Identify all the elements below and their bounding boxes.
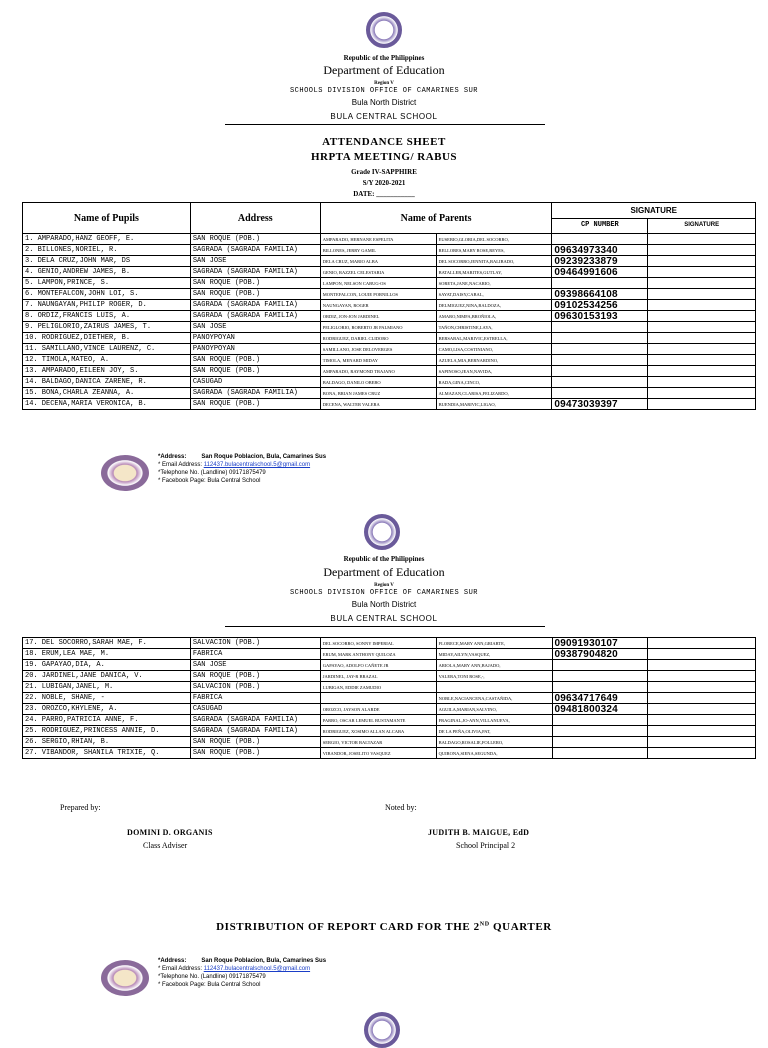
table-row xyxy=(23,300,756,311)
cp-number-cell: 09464991606 xyxy=(552,267,648,278)
col-header-signature: SIGNATURE xyxy=(552,203,756,219)
address-cell: SAGRADA (SAGRADA FAMILIA) xyxy=(190,726,320,737)
mother-name-cell: MIDAY,AILYN,VASQUEZ, xyxy=(436,649,552,660)
cp-number-cell xyxy=(552,344,648,355)
deped-seal-icon xyxy=(366,12,402,48)
col-header-parents: Name of Parents xyxy=(320,203,552,234)
republic-text: Republic of the Philippines xyxy=(343,54,425,62)
father-name-cell: NAUNGAYAN, ROGER xyxy=(320,300,436,311)
division-text: SCHOOLS DIVISION OFFICE OF CAMARINES SUR xyxy=(289,87,479,95)
footer-facebook-2: * Facebook Page: Bula Central School xyxy=(158,982,261,988)
pupil-name-cell: 24. PARRO,PATRICIA ANNE, F. xyxy=(23,715,191,726)
footer-email-link-2[interactable]: 112437.bulacentralschool.5@gmail.com xyxy=(203,966,311,972)
table-row xyxy=(23,267,756,278)
mother-name-cell: BALDAGO,ROSALIE,FOLLERO, xyxy=(436,737,552,748)
mother-name-cell: AZUELA,MIA,BERNARDINO, xyxy=(436,355,552,366)
table-row xyxy=(23,649,756,660)
cp-number-cell: 09634717649 xyxy=(552,693,648,704)
signature-cell xyxy=(648,682,756,693)
footer-contact-2 xyxy=(158,957,326,989)
mother-name-cell: VALERA,TONI ROSE,-, xyxy=(436,671,552,682)
cp-number-cell: 09239233879 xyxy=(552,256,648,267)
address-cell: SAN JOSE xyxy=(190,322,320,333)
attendance-table-page1 xyxy=(22,202,756,410)
address-cell: SAN JOSE xyxy=(190,256,320,267)
signature-cell xyxy=(648,234,756,245)
prepared-by-label: Prepared by: xyxy=(60,803,101,812)
school-name: BULA CENTRAL SCHOOL xyxy=(330,112,438,121)
mother-name-cell: BATALLER,MARITES,GUTLAY, xyxy=(436,267,552,278)
father-name-cell xyxy=(320,693,436,704)
attendance-table-page2 xyxy=(22,637,756,759)
signature-cell xyxy=(648,322,756,333)
signature-cell xyxy=(648,638,756,649)
mother-name-cell: SAYAT,DAISY,CABAL, xyxy=(436,289,552,300)
mother-name-cell: CAMO,LISA,COSTINIANO, xyxy=(436,344,552,355)
address-cell: SAN ROQUE (POB.) xyxy=(190,234,320,245)
principal-name: JUDITH B. MAIGUE, EdD xyxy=(428,828,530,837)
date-field: DATE: ___________ xyxy=(353,190,415,198)
mother-name-cell: EUSEBIO,GLORIA,DEL SOCORRO, xyxy=(436,234,552,245)
pupil-name-cell: 6. MONTEFALCON,JOHN LOI, S. xyxy=(23,289,191,300)
col-header-address: Address xyxy=(190,203,320,234)
table-row xyxy=(23,344,756,355)
table-row xyxy=(23,366,756,377)
table-row xyxy=(23,704,756,715)
mother-name-cell: DELMIGUEZ,NINA,BALDOZA, xyxy=(436,300,552,311)
region-text-2: Region V xyxy=(374,583,394,588)
table-row xyxy=(23,289,756,300)
address-cell: SALVACION (POB.) xyxy=(190,638,320,649)
pupil-name-cell: 5. LAMPON,PRINCE, S. xyxy=(23,278,191,289)
cp-number-cell: 09091930107 xyxy=(552,638,648,649)
table-row xyxy=(23,682,756,693)
address-cell: SAN ROQUE (POB.) xyxy=(190,737,320,748)
address-cell: SAGRADA (SAGRADA FAMILIA) xyxy=(190,245,320,256)
father-name-cell: OROZCO, JAYSON ALARDE xyxy=(320,704,436,715)
father-name-cell: JARDINEL, JAY-R BRAZAL xyxy=(320,671,436,682)
signature-cell xyxy=(648,344,756,355)
school-logo-icon xyxy=(101,455,149,491)
district-text-2: Bula North District xyxy=(351,600,417,609)
mother-name-cell: FLORECE,MARY ANN,GRIARTE, xyxy=(436,638,552,649)
pupil-name-cell: 9. PELIGLORIO,ZAIRUS JAMES, T. xyxy=(23,322,191,333)
district-text: Bula North District xyxy=(351,98,417,107)
mother-name-cell: RADA,GINA,CINCO, xyxy=(436,377,552,388)
table-body-page1 xyxy=(23,234,756,410)
footer-address-value-2: San Roque Poblacion, Bula, Camarines Sus xyxy=(201,958,327,964)
address-cell: SAGRADA (SAGRADA FAMILIA) xyxy=(190,715,320,726)
address-cell: SAGRADA (SAGRADA FAMILIA) xyxy=(190,300,320,311)
table-row xyxy=(23,322,756,333)
school-logo-icon-2 xyxy=(101,960,149,996)
footer-email-link[interactable]: 112437.bulacentralschool.5@gmail.com xyxy=(203,462,311,468)
signature-cell xyxy=(648,267,756,278)
mother-name-cell: RELLORES,MARY ROSE,REYES, xyxy=(436,245,552,256)
mother-name-cell: BUENDIA,MARIVIC,LIGAO, xyxy=(436,399,552,410)
footer-email-label-2: * Email Address: xyxy=(158,966,203,972)
address-cell: FABRICA xyxy=(190,649,320,660)
address-cell: SAGRADA (SAGRADA FAMILIA) xyxy=(190,388,320,399)
signature-cell xyxy=(648,366,756,377)
father-name-cell: ORDIZ, JON-JON JARDINEL xyxy=(320,311,436,322)
department-title: Department of Education xyxy=(323,63,445,77)
pupil-name-cell: 14. DECENA,MARIA VERONICA, B. xyxy=(23,399,191,410)
address-cell: SAN ROQUE (POB.) xyxy=(190,748,320,759)
address-cell: SAN JOSE xyxy=(190,660,320,671)
father-name-cell: TIMOLA, MENARD MIDAY xyxy=(320,355,436,366)
sheet-title: ATTENDANCE SHEET xyxy=(322,136,446,148)
table-row xyxy=(23,377,756,388)
pupil-name-cell: 18. ERUM,LEA MAE, M. xyxy=(23,649,191,660)
signature-cell xyxy=(648,649,756,660)
table-row xyxy=(23,748,756,759)
father-name-cell: GENIO, RAZZEL CELESTARIA xyxy=(320,267,436,278)
footer-address-label: *Address: xyxy=(158,454,187,460)
mother-name-cell: AGUILA,MARIAN,SALVINO, xyxy=(436,704,552,715)
pupil-name-cell: 21. LUBIGAN,JANEL, M. xyxy=(23,682,191,693)
cp-number-cell: 09102534256 xyxy=(552,300,648,311)
signature-cell xyxy=(648,737,756,748)
table-row xyxy=(23,311,756,322)
col-header-name: Name of Pupils xyxy=(23,203,191,234)
cp-number-cell xyxy=(552,660,648,671)
division-text-2: SCHOOLS DIVISION OFFICE OF CAMARINES SUR xyxy=(289,589,479,597)
signature-cell xyxy=(648,399,756,410)
pupil-name-cell: 10. RODRIGUEZ,DIETHER, B. xyxy=(23,333,191,344)
mother-name-cell: ALMAZAN,CLARISA,FELIZARDO, xyxy=(436,388,552,399)
signature-cell xyxy=(648,377,756,388)
footer-phone-2: *Telephone No. (Landline) 09171875479 xyxy=(158,974,266,980)
pupil-name-cell: 15. BONA,CHARLA ZEANNA, A. xyxy=(23,388,191,399)
father-name-cell: RODRIGUEZ, XOSIMO ALLAN ALCABA xyxy=(320,726,436,737)
department-title-2: Department of Education xyxy=(323,565,445,579)
signature-cell xyxy=(648,388,756,399)
sheet-subtitle: HRPTA MEETING/ RABUS xyxy=(310,151,458,163)
pupil-name-cell: 3. DELA CRUZ,JOHN MAR, DS xyxy=(23,256,191,267)
signature-cell xyxy=(648,355,756,366)
address-cell: PANOYPOYAN xyxy=(190,333,320,344)
cp-number-cell xyxy=(552,333,648,344)
pupil-name-cell: 17. DEL SOCORRO,SARAH MAE, F. xyxy=(23,638,191,649)
address-cell: SAGRADA (SAGRADA FAMILIA) xyxy=(190,311,320,322)
pupil-name-cell: 23. OROZCO,KHYLENE, A. xyxy=(23,704,191,715)
table-row xyxy=(23,388,756,399)
cp-number-cell xyxy=(552,355,648,366)
pupil-name-cell: 14. BALDAGO,DANICA ZARENE, R. xyxy=(23,377,191,388)
father-name-cell: DECENA, WALTER VALERA xyxy=(320,399,436,410)
signature-cell xyxy=(648,671,756,682)
noted-by-label: Noted by: xyxy=(385,803,417,812)
school-name-2: BULA CENTRAL SCHOOL xyxy=(330,614,438,623)
region-text: Region V xyxy=(374,81,394,86)
signature-cell xyxy=(648,693,756,704)
signature-cell xyxy=(648,715,756,726)
deped-seal-icon-3 xyxy=(364,1012,400,1048)
table-row xyxy=(23,660,756,671)
footer-address-value: San Roque Poblacion, Bula, Camarines Sus xyxy=(201,454,327,460)
col-header-cp-number: CP NUMBER xyxy=(552,218,648,234)
pupil-name-cell: 25. RODRIGUEZ,PRINCESS ANNIE, D. xyxy=(23,726,191,737)
cp-number-cell xyxy=(552,737,648,748)
footer-contact-1 xyxy=(158,453,326,485)
cp-number-cell xyxy=(552,322,648,333)
cp-number-cell xyxy=(552,388,648,399)
mother-name-cell: NOBLE,NACIANCENA,CASTAÑIDA, xyxy=(436,693,552,704)
signature-cell xyxy=(648,278,756,289)
address-cell: CASUGAD xyxy=(190,704,320,715)
distribution-title xyxy=(0,921,768,933)
signature-cell xyxy=(648,256,756,267)
deped-seal-icon-2 xyxy=(364,514,400,550)
pupil-name-cell: 8. ORDIZ,FRANCIS LUIS, A. xyxy=(23,311,191,322)
mother-name-cell xyxy=(436,682,552,693)
table-row xyxy=(23,399,756,410)
father-name-cell: BALDAGO, DANILO OBEBO xyxy=(320,377,436,388)
pupil-name-cell: 13. AMPARADO,EILEEN JOY, S. xyxy=(23,366,191,377)
pupil-name-cell: 4. GENIO,ANDREW JAMES, B. xyxy=(23,267,191,278)
father-name-cell: GAPAYAO, ADOLFO CAÑETE JR xyxy=(320,660,436,671)
mother-name-cell: SAPINOSO,JEAN,NAVIDA, xyxy=(436,366,552,377)
address-cell: SAN ROQUE (POB.) xyxy=(190,671,320,682)
grade-text: Grade IV-SAPPHIRE xyxy=(351,168,417,176)
father-name-cell: RODRIGUEZ, DARIEL CLIDORO xyxy=(320,333,436,344)
table-row xyxy=(23,671,756,682)
table-row xyxy=(23,715,756,726)
signature-cell xyxy=(648,748,756,759)
mother-name-cell: QUIRONA,SIENA,SEGUNDA, xyxy=(436,748,552,759)
school-year-text: S/Y 2020-2021 xyxy=(362,179,406,187)
signature-cell xyxy=(648,704,756,715)
pupil-name-cell: 1. AMPARADO,HANZ GEOFF, E. xyxy=(23,234,191,245)
principal-title: School Principal 2 xyxy=(456,841,516,850)
cp-number-cell xyxy=(552,726,648,737)
father-name-cell: DELA CRUZ, MARIO ALBA xyxy=(320,256,436,267)
father-name-cell: DEL SOCORRO, SONNY IMPERIAL xyxy=(320,638,436,649)
footer-phone: *Telephone No. (Landline) 09171875479 xyxy=(158,470,266,476)
cp-number-cell xyxy=(552,671,648,682)
cp-number-cell xyxy=(552,377,648,388)
pupil-name-cell: 27. VIBANDOR, SHANILA TRIXIE, Q. xyxy=(23,748,191,759)
address-cell: SAN ROQUE (POB.) xyxy=(190,399,320,410)
distribution-title-sup: ND xyxy=(479,921,490,928)
footer-address-label-2: *Address: xyxy=(158,958,187,964)
mother-name-cell: TAÑON,CHRISTINE,LAYA, xyxy=(436,322,552,333)
pupil-name-cell: 20. JARDINEL,JANE DANICA, V. xyxy=(23,671,191,682)
father-name-cell: PARRO, OSCAR LEMUEL BUSTAMANTE xyxy=(320,715,436,726)
adviser-name: DOMINI D. ORGANIS xyxy=(127,828,213,837)
footer-email-label: * Email Address: xyxy=(158,462,203,468)
table-row xyxy=(23,693,756,704)
pupil-name-cell: 26. SERGIO,RHIAN, B. xyxy=(23,737,191,748)
table-row xyxy=(23,234,756,245)
table-row xyxy=(23,278,756,289)
signature-cell xyxy=(648,245,756,256)
pupil-name-cell: 22. NOBLE, SHANE, - xyxy=(23,693,191,704)
republic-text-2: Republic of the Philippines xyxy=(343,555,425,563)
father-name-cell: MONTEFALCON, LOUIE PORNILLOS xyxy=(320,289,436,300)
pupil-name-cell: 19. GAPAYAO,DIA, A. xyxy=(23,660,191,671)
address-cell: SAGRADA (SAGRADA FAMILIA) xyxy=(190,267,320,278)
mother-name-cell: DEL SOCORRO,JENNITA,BALIBADO, xyxy=(436,256,552,267)
father-name-cell: LUBIGAN, EDDIE ZAMUDIO xyxy=(320,682,436,693)
father-name-cell: PELIGLORIO, ROBERTO JR PALMIANO xyxy=(320,322,436,333)
father-name-cell: VIBANDOR, JOSELITO VASQUEZ xyxy=(320,748,436,759)
father-name-cell: BONA, BRIAN JAMES CRUZ xyxy=(320,388,436,399)
footer-facebook: * Facebook Page: Bula Central School xyxy=(158,478,261,484)
signature-cell xyxy=(648,660,756,671)
cp-number-cell: 09473039397 xyxy=(552,399,648,410)
address-cell: SAN ROQUE (POB.) xyxy=(190,355,320,366)
mother-name-cell: DE LA PEÑA,OLIVIA,PAT, xyxy=(436,726,552,737)
father-name-cell: LAMPON, NELSON CABUG-OS xyxy=(320,278,436,289)
table-row xyxy=(23,256,756,267)
signature-cell xyxy=(648,726,756,737)
address-cell: SAN ROQUE (POB.) xyxy=(190,366,320,377)
table-body-page2 xyxy=(23,638,756,759)
cp-number-cell: 09630153193 xyxy=(552,311,648,322)
cp-number-cell: 09387904820 xyxy=(552,649,648,660)
address-cell: CASUGAD xyxy=(190,377,320,388)
table-row xyxy=(23,726,756,737)
mother-name-cell: ARIOLA,MARY ANN,BAJADO, xyxy=(436,660,552,671)
cp-number-cell xyxy=(552,366,648,377)
pupil-name-cell: 7. NAUNGAYAN,PHILIP ROGER, D. xyxy=(23,300,191,311)
adviser-title: Class Adviser xyxy=(143,841,188,850)
father-name-cell: BILLONES, JERRY GAMIL xyxy=(320,245,436,256)
signature-cell xyxy=(648,300,756,311)
father-name-cell: SERGIO, VICTOR BALTAZAR xyxy=(320,737,436,748)
table-row xyxy=(23,355,756,366)
address-cell: SAN ROQUE (POB.) xyxy=(190,278,320,289)
table-row xyxy=(23,333,756,344)
table-row xyxy=(23,638,756,649)
cp-number-cell: 09398664108 xyxy=(552,289,648,300)
cp-number-cell xyxy=(552,234,648,245)
distribution-title-main: DISTRIBUTION OF REPORT CARD FOR THE 2 xyxy=(216,921,480,933)
address-cell: SAN ROQUE (POB.) xyxy=(190,289,320,300)
cp-number-cell xyxy=(552,715,648,726)
father-name-cell: SAMILLANO, JOSE DELOVERGES xyxy=(320,344,436,355)
pupil-name-cell: 12. TIMOLA,MATEO, A. xyxy=(23,355,191,366)
cp-number-cell: 09481800324 xyxy=(552,704,648,715)
father-name-cell: AMPARADO, RAYMOND TRAJANO xyxy=(320,366,436,377)
mother-name-cell: AMARO,NIMFA,BROÑIOLA, xyxy=(436,311,552,322)
father-name-cell: ERUM, MARK ANTHONY QUILOZA xyxy=(320,649,436,660)
pupil-name-cell: 11. SAMILLANO,VINCE LAURENZ, C. xyxy=(23,344,191,355)
mother-name-cell: FRAGINAL,JO-ANN,VILLANUEVA, xyxy=(436,715,552,726)
cp-number-cell xyxy=(552,682,648,693)
signature-cell xyxy=(648,333,756,344)
address-cell: FABRICA xyxy=(190,693,320,704)
mother-name-cell: SORETA,JANE,NACARIO, xyxy=(436,278,552,289)
distribution-title-end: QUARTER xyxy=(489,921,552,933)
address-cell: SALVACION (POB.) xyxy=(190,682,320,693)
table-row xyxy=(23,737,756,748)
address-cell: PANOYPOYAN xyxy=(190,344,320,355)
table-row xyxy=(23,245,756,256)
header-divider xyxy=(225,124,545,125)
cp-number-cell xyxy=(552,748,648,759)
mother-name-cell: BERSABAL,MARIVIC,ESTRELLA, xyxy=(436,333,552,344)
father-name-cell: AMPARADO, HERNANE ESPELITA xyxy=(320,234,436,245)
cp-number-cell: 09634973340 xyxy=(552,245,648,256)
signature-cell xyxy=(648,311,756,322)
col-header-signature-sub: SIGNATURE xyxy=(648,218,756,234)
cp-number-cell xyxy=(552,278,648,289)
header-divider-2 xyxy=(225,626,545,627)
signature-cell xyxy=(648,289,756,300)
pupil-name-cell: 2. BILLONES,NORIEL, R. xyxy=(23,245,191,256)
